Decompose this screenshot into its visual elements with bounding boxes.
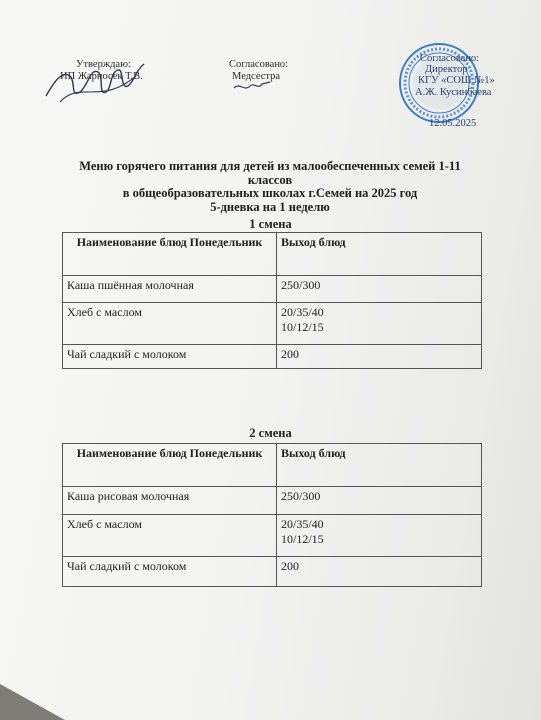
portion: 250/300 [277,487,482,515]
table-row [63,515,482,557]
menu-title [60,160,480,214]
portion-header: Выход блюд [277,444,482,487]
stamp-org: КГУ «СОШ №1» [418,75,495,86]
title-line-3: 5-дневка на 1 неделю [210,199,330,214]
approve-name: ИП Жарносек Т.В. [60,71,143,82]
table-row [63,345,482,369]
table-header-row [63,444,482,487]
agree-label: Согласовано: [229,59,289,70]
portion: 250/300 [277,276,482,303]
director-signature [40,52,150,110]
approve-label: Утверждаю: [76,59,131,70]
portion-header: Выход блюд [277,233,482,276]
stamp-director: Директор [425,64,468,75]
table-row [63,276,482,303]
nurse-signature [232,78,272,96]
agree-role: Медсестра [232,71,281,82]
dish-name: Чай сладкий с молоком [63,557,277,587]
dish-name-header: Наименование блюд Понедельник [63,444,277,487]
dish-name-header: Наименование блюд Понедельник [63,233,277,276]
stamp-agree-label: Согласовано: [420,53,480,64]
dish-name: Хлеб с маслом [63,303,277,345]
table-row [63,303,482,345]
shift-2-label: 2 смена [249,426,292,440]
dish-name: Чай сладкий с молоком [63,345,277,369]
shift-1-table [62,232,482,369]
table-row [63,557,482,587]
table-row [63,487,482,515]
title-line-1: Меню горячего питания для детей из малообеспеченных семей 1-11 классов [79,159,461,187]
dish-name: Хлеб с маслом [63,515,277,557]
stamp-date: 12.05.2025 [429,118,477,129]
portion: 200 [277,557,482,587]
title-line-2: в общеобразовательных школах г.Семей на 2025 год [122,186,418,200]
dish-name: Каша пшённая молочная [63,276,277,303]
stamp-name: А.Ж. Кусинбаева [415,87,492,98]
table-header-row [63,233,482,276]
portion: 200 [277,345,482,369]
dish-name: Каша рисовая молочная [63,487,277,515]
shift-1-label: 1 смена [249,217,292,231]
portion: 20/35/40 10/12/15 [277,515,482,557]
portion: 20/35/40 10/12/15 [277,303,482,345]
shift-2-table [62,443,482,587]
